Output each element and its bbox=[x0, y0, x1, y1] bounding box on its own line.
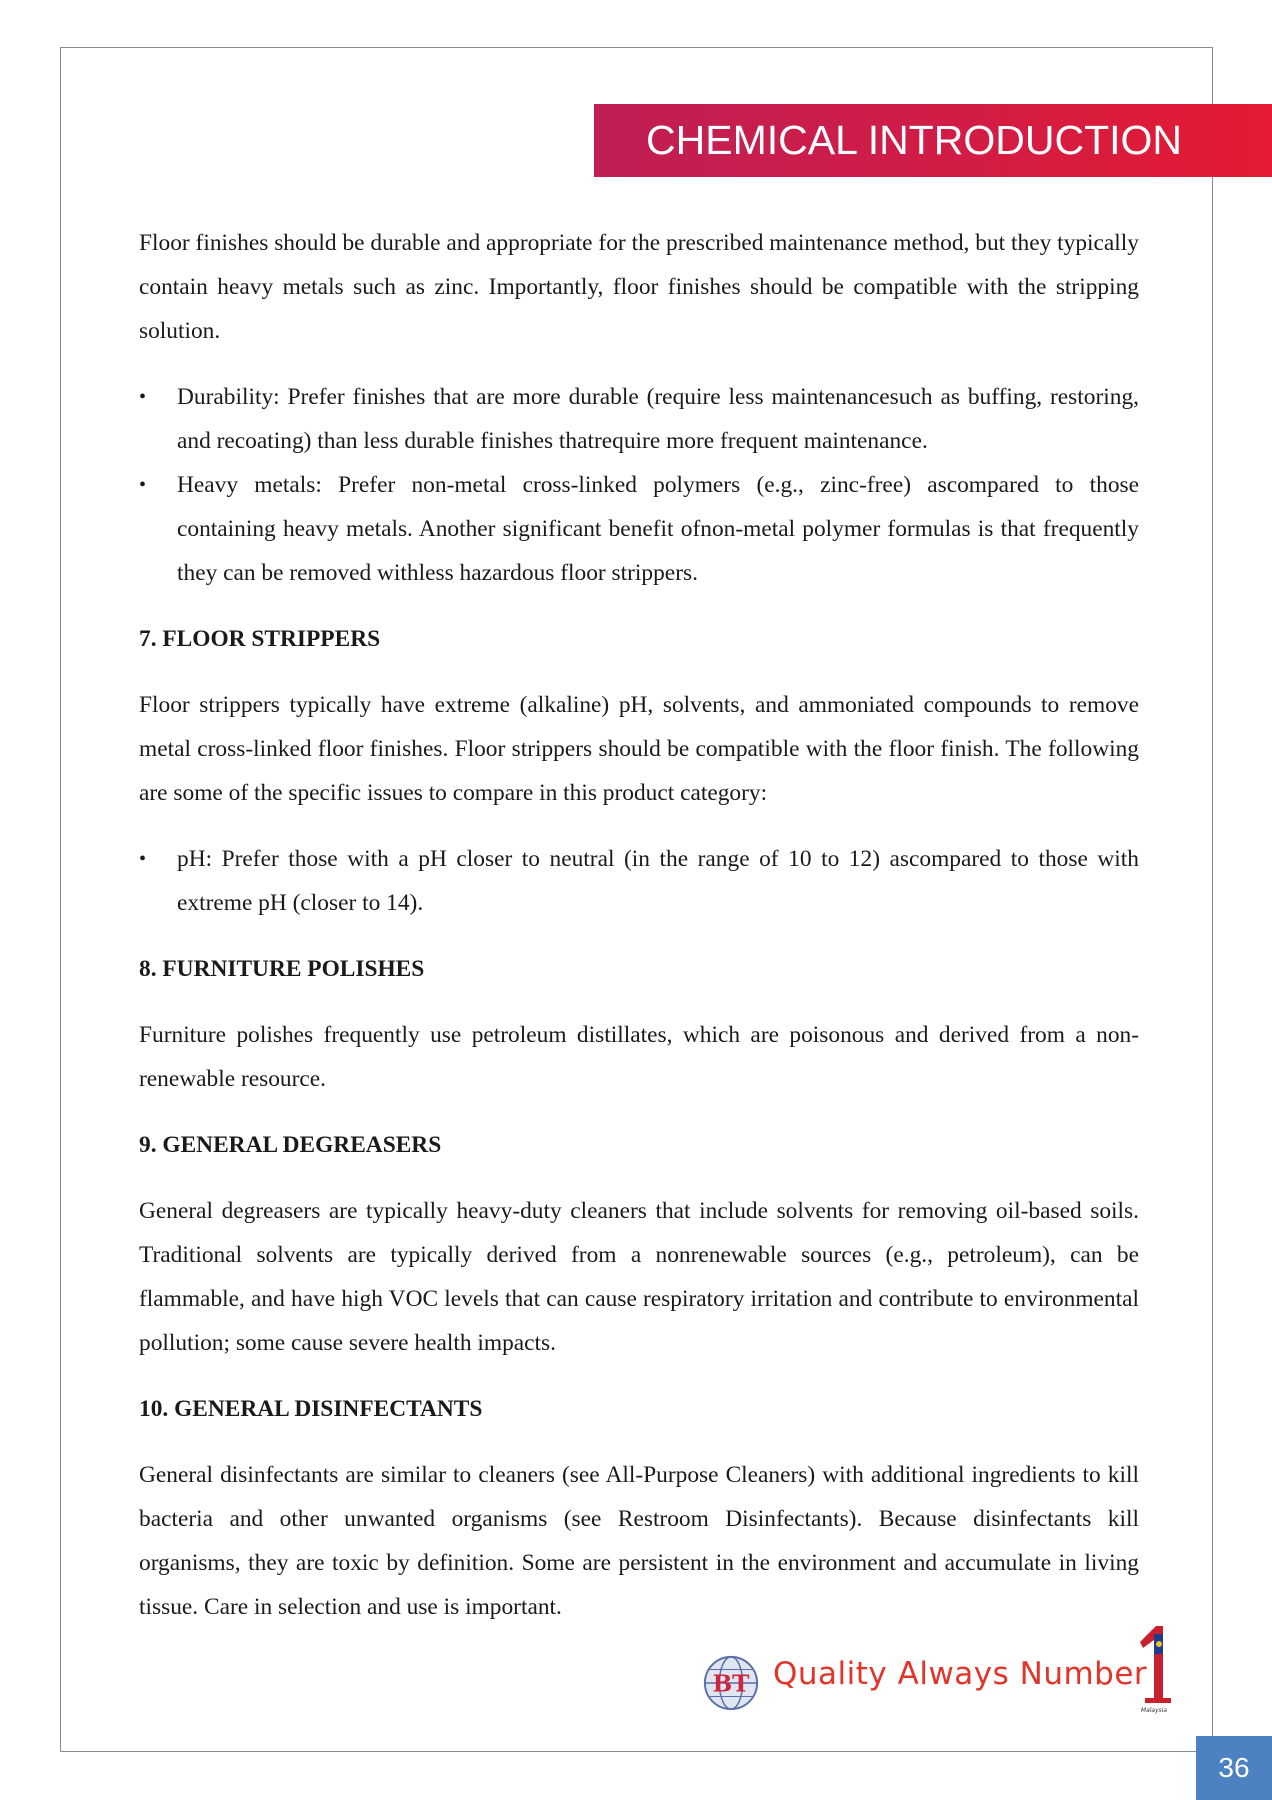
logo-small-text: Malaysia bbox=[1140, 1707, 1168, 1714]
intro-bullet-list bbox=[139, 375, 1139, 595]
section-paragraph: General disinfectants are similar to cleaners (see All-Purpose Cleaners) with additional ingredients to kill bacteria and other unwanted organisms (see Restroom Disinfectants). Because disinfectants kill organisms, they are toxic by definition. Some are persistent in the environment and accumulate in living tissue. Care in selection and use is important. bbox=[139, 1462, 1139, 1620]
logo-mark: BT bbox=[712, 1670, 750, 1698]
list-item-text: pH: Prefer those with a pH closer to neutral (in the range of 10 to 12) ascompared to those with extreme pH (closer to 14). bbox=[177, 846, 1139, 916]
section-heading-furniture-polishes: 8. FURNITURE POLISHES bbox=[139, 956, 425, 982]
list-item bbox=[139, 463, 1139, 595]
list-item bbox=[139, 837, 1139, 925]
globe-icon bbox=[702, 1654, 760, 1712]
title-banner bbox=[594, 104, 1272, 177]
intro-paragraph: Floor finishes should be durable and appropriate for the prescribed maintenance method, but they typically contain heavy metals such as zinc. Importantly, floor finishes should be compatible with the stripping solution. bbox=[139, 230, 1139, 344]
page-title: CHEMICAL INTRODUCTION bbox=[646, 117, 1183, 163]
list-item-text: Heavy metals: Prefer non-metal cross-linked polymers (e.g., zinc-free) ascompared to those containing heavy metals. Another significant benefit ofnon-metal polymer formulas is that frequently they can be removed withless hazardous floor strippers. bbox=[177, 472, 1139, 586]
section-heading-general-disinfectants: 10. GENERAL DISINFECTANTS bbox=[139, 1396, 483, 1422]
section-paragraph: Floor strippers typically have extreme (alkaline) pH, solvents, and ammoniated compounds to remove metal cross-linked floor finishes. Floor strippers should be compatible with the floor finish. The following are some of the specific issues to compare in this product category: bbox=[139, 692, 1139, 806]
company-logo bbox=[700, 1624, 1172, 1714]
section-heading-general-degreasers: 9. GENERAL DEGREASERS bbox=[139, 1132, 442, 1158]
bullet-icon: • bbox=[139, 848, 147, 870]
bullet-icon: • bbox=[139, 474, 147, 496]
floor-strippers-bullet-list bbox=[139, 837, 1139, 925]
bullet-icon: • bbox=[139, 386, 147, 408]
section-paragraph: General degreasers are typically heavy-duty cleaners that include solvents for removing oil-based soils. Traditional solvents are typically derived from a nonrenewable sources (e.g., petroleum), can be flammable, and have high VOC levels that can cause respiratory irritation and contribute to environmental pollution; some cause severe health impacts. bbox=[139, 1198, 1139, 1356]
section-paragraph: Furniture polishes frequently use petroleum distillates, which are poisonous and derived from a non-renewable resource. bbox=[139, 1022, 1139, 1092]
list-item bbox=[139, 375, 1139, 463]
section-heading-floor-strippers: 7. FLOOR STRIPPERS bbox=[139, 626, 381, 652]
logo-tagline: Quality Always Number bbox=[773, 1656, 1148, 1692]
document-body bbox=[139, 221, 1139, 1651]
page-number: 36 bbox=[1196, 1736, 1272, 1800]
number-one-icon bbox=[1132, 1624, 1172, 1714]
list-item-text: Durability: Prefer finishes that are more durable (require less maintenancesuch as buffing, restoring, and recoating) than less durable finishes thatrequire more frequent maintenance. bbox=[177, 384, 1139, 454]
